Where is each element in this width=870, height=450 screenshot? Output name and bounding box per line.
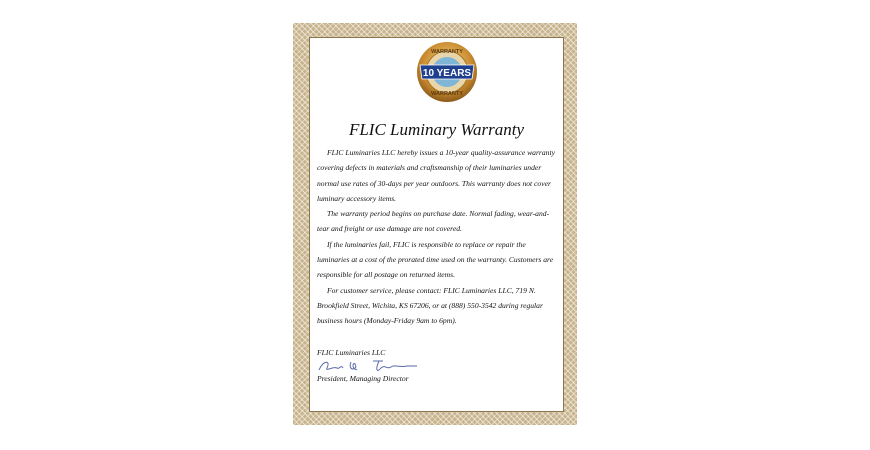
signature-icon [317,358,427,374]
paragraph-coverage: FLIC Luminaries LLC hereby issues a 10-year quality-assurance warranty covering defects in materials and craftsmanship of their luminaries under normal use rates of 30-days per year outdoors. This warranty does not cover luminary accessory items. [317,148,555,203]
paragraph-period: The warranty period begins on purchase date. Normal fading, wear-and-tear and freight or use damage are not covered. [317,209,550,234]
certificate-border [293,23,577,425]
certificate-body [317,145,557,329]
paragraph-contact: For customer service, please contact: FLIC Luminaries LLC, 719 N. Brookfield Street, Wichita, KS 67206, or at (888) 550-3542 during regular business hours (Monday-Friday 9am to 6pm). [317,285,543,326]
paragraph-failure: If the luminaries fail, FLIC is responsible to replace or repair the luminaries at a cost of the prorated time used on the warranty. Customers are responsible for all postage on returned items. [317,239,554,280]
certificate-page [309,37,564,412]
warranty-badge-icon [414,39,480,105]
certificate-title: FLIC Luminary Warranty [348,120,525,139]
svg-text:WARRANTY: WARRANTY [431,91,463,97]
svg-text:10 YEARS: 10 YEARS [422,68,472,79]
signature-company: FLIC Luminaries LLC [317,348,386,357]
svg-text:WARRANTY: WARRANTY [431,49,463,55]
signature-block [317,348,427,383]
signature-title: President, Managing Director [317,374,409,383]
